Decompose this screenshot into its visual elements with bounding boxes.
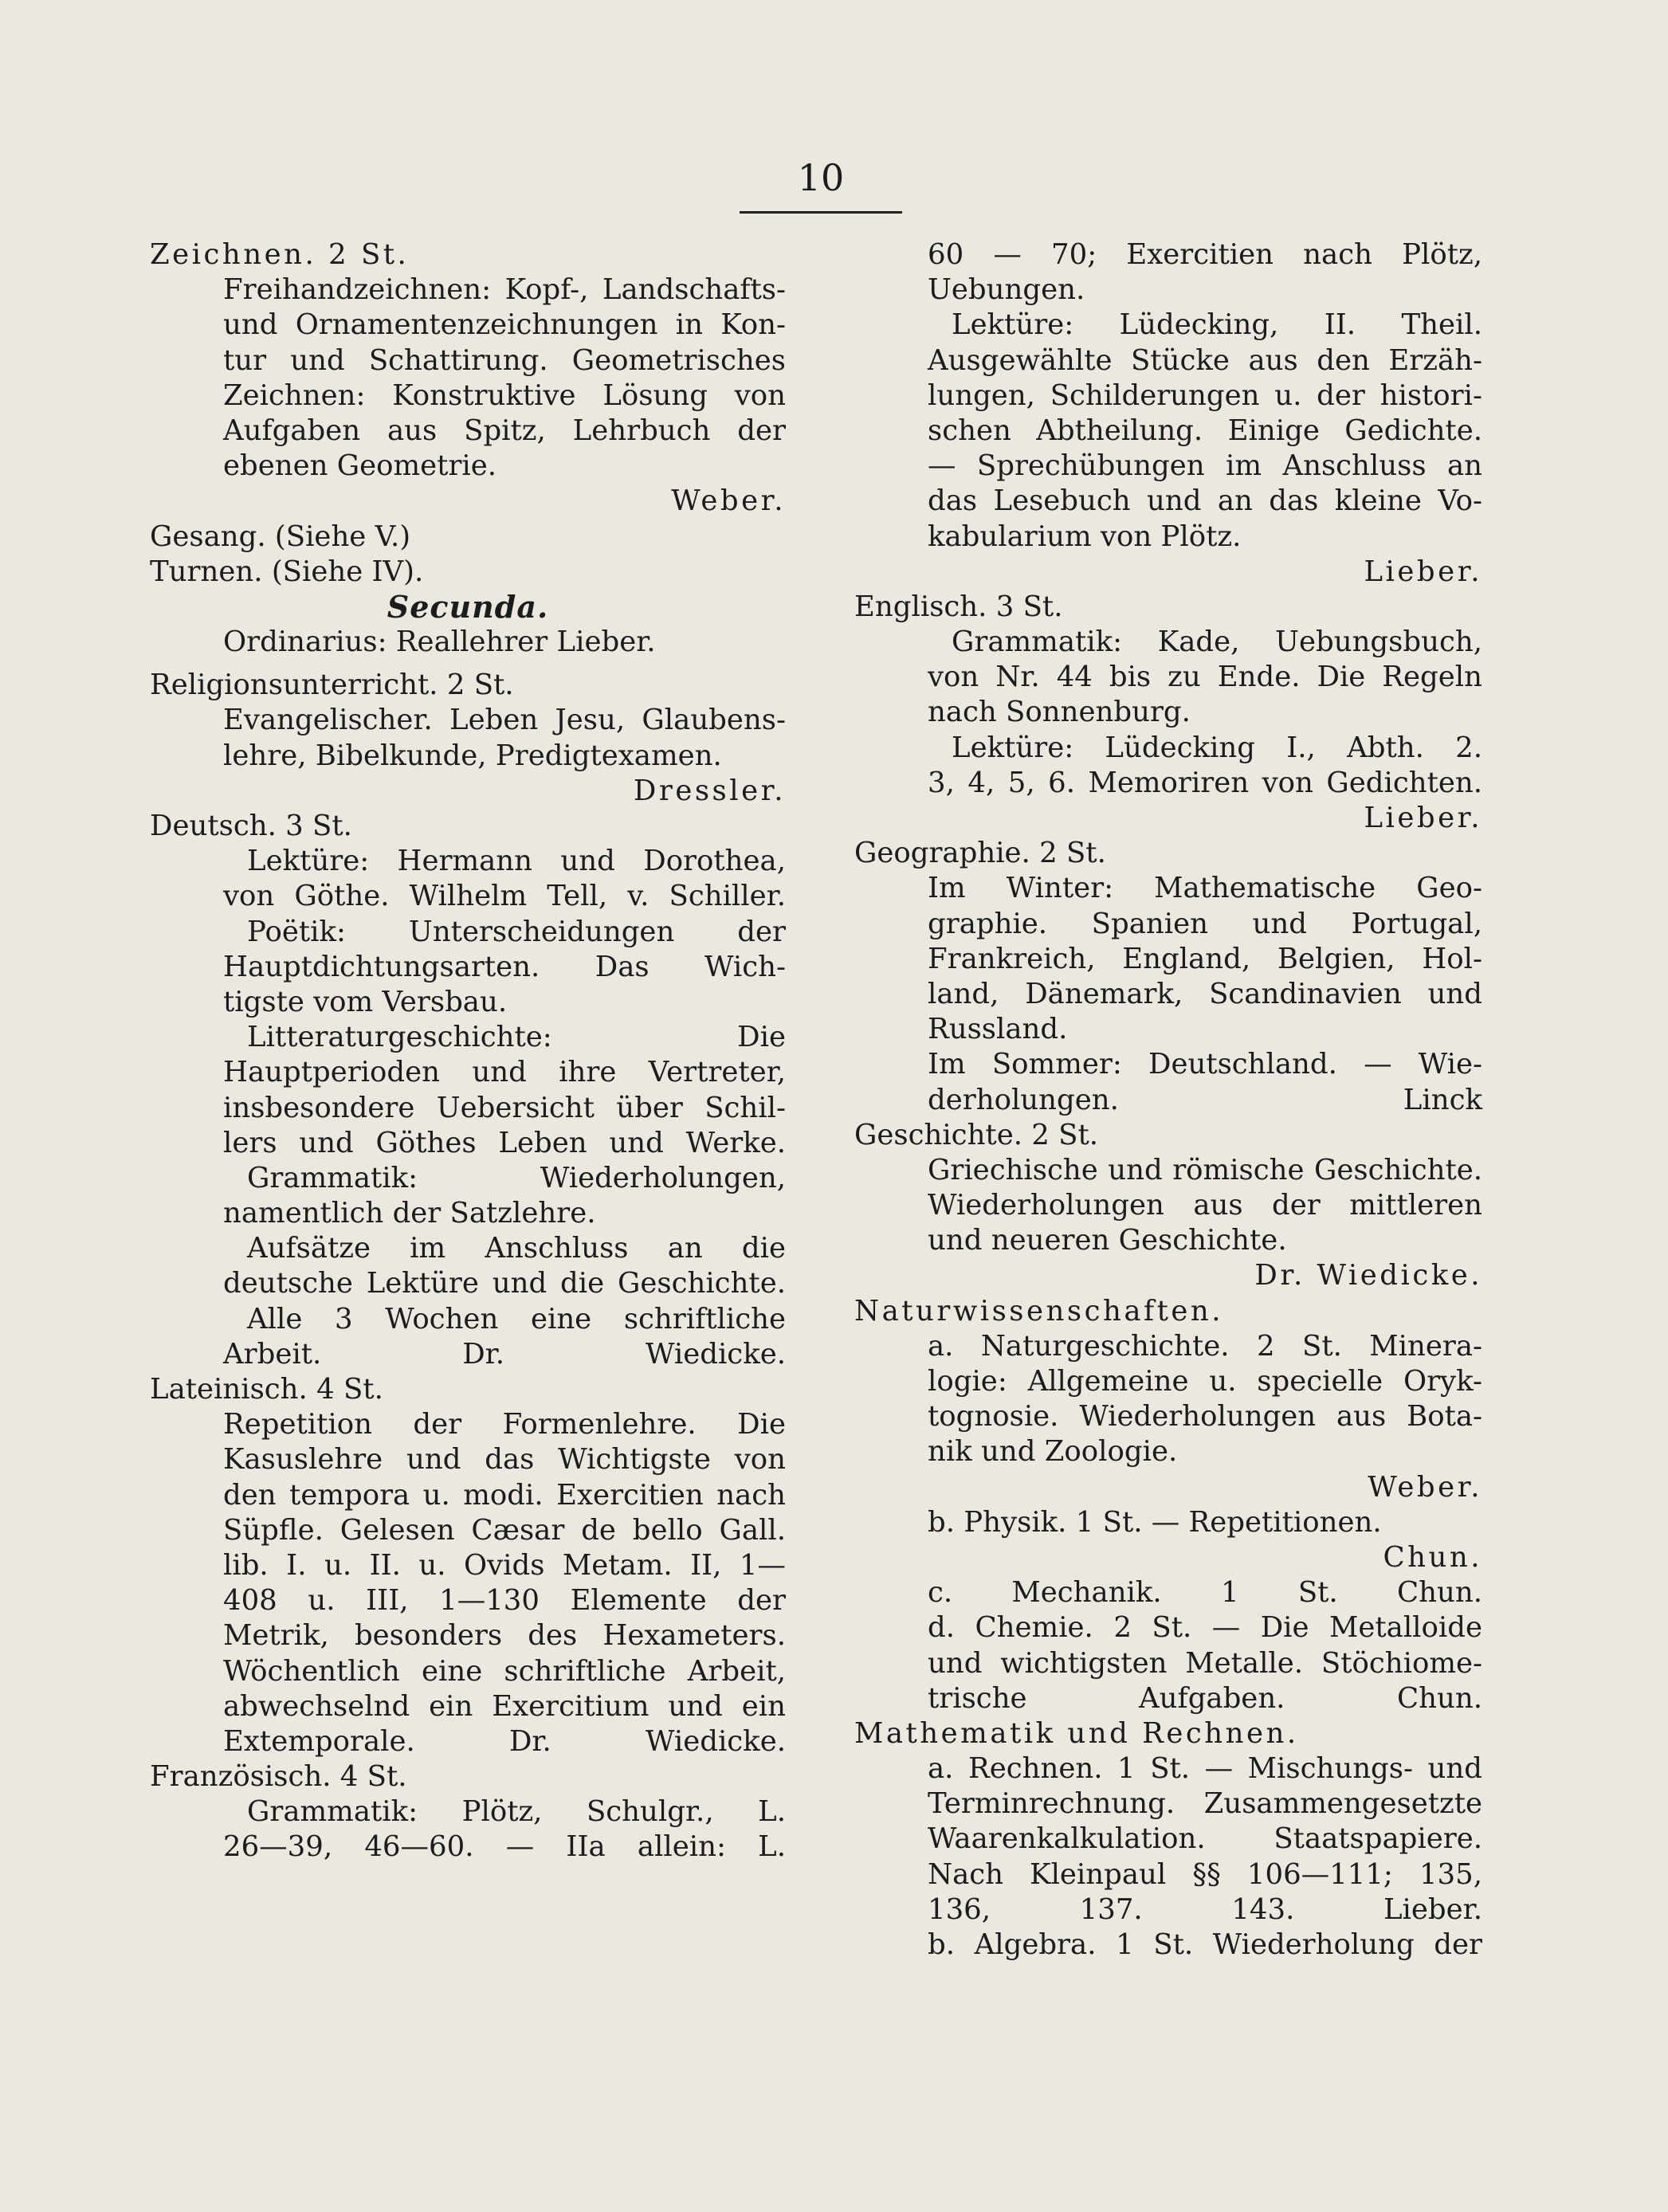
text-line: a. Rechnen. 1 St. — Mischungs- und xyxy=(928,1752,1482,1786)
text-line: tur und Schattirung. Geometrisches xyxy=(223,343,786,377)
text-line: Hauptperioden und ihre Vertreter, xyxy=(223,1056,786,1089)
page-number-rule xyxy=(740,211,902,214)
text-line: b. Algebra. 1 St. Wiederholung der xyxy=(928,1928,1482,1961)
text-line: Frankreich, England, Belgien, Hol- xyxy=(928,942,1482,975)
text-line: Chun. xyxy=(1383,1540,1482,1574)
text-line: Freihandzeichnen: Kopf-, Landschafts- xyxy=(223,273,786,307)
text-line: Poëtik: Unterscheidungen der xyxy=(247,915,786,948)
text-line: 26—39, 46—60. — IIa allein: L. xyxy=(223,1830,786,1864)
text-line: 136, 137. 143. Lieber. xyxy=(928,1892,1482,1926)
text-line: Ausgewählte Stücke aus den Erzäh- xyxy=(928,343,1482,377)
text-line: logie: Allgemeine u. specielle Oryk- xyxy=(928,1365,1482,1398)
text-line: ebenen Geometrie. xyxy=(223,449,497,483)
text-line: lib. I. u. II. u. Ovids Metam. II, 1— xyxy=(223,1548,786,1582)
text-line: den tempora u. modi. Exercitien nach xyxy=(223,1478,786,1512)
text-line: 3, 4, 5, 6. Memoriren von Gedichten. xyxy=(928,766,1482,799)
text-line: und wichtigsten Metalle. Stöchiome- xyxy=(928,1646,1482,1680)
text-line: Wöchentlich eine schriftliche Arbeit, xyxy=(223,1654,786,1688)
text-line: 60 — 70; Exercitien nach Plötz, xyxy=(928,238,1482,271)
text-line: b. Physik. 1 St. — Repetitionen. xyxy=(928,1505,1382,1539)
text-line: Dressler. xyxy=(633,774,786,807)
text-line: Griechische und römische Geschichte. xyxy=(928,1153,1482,1186)
text-line: Französisch. 4 St. xyxy=(150,1760,407,1794)
text-line: Nach Kleinpaul §§ 106—111; 135, xyxy=(928,1857,1482,1891)
text-line: 408 u. III, 1—130 Elemente der xyxy=(223,1584,786,1618)
text-line: Deutsch. 3 St. xyxy=(150,810,352,842)
text-line: Geographie. 2 St. xyxy=(854,837,1106,870)
text-line: Terminrechnung. Zusammengesetzte xyxy=(928,1787,1482,1821)
text-line: nik und Zoologie. xyxy=(928,1435,1178,1469)
text-line: c. Mechanik. 1 St. Chun. xyxy=(928,1576,1482,1610)
left-column xyxy=(150,237,786,1865)
text-line: Weber. xyxy=(671,484,786,518)
text-line: Russland. xyxy=(928,1013,1068,1046)
text-line: — Sprechübungen im Anschluss an xyxy=(928,449,1482,483)
text-line: und neueren Geschichte. xyxy=(928,1224,1287,1257)
text-line: Naturwissenschaften. xyxy=(854,1294,1224,1328)
text-line: Gesang. (Siehe V.) xyxy=(150,520,411,553)
text-line: tognosie. Wiederholungen aus Bota- xyxy=(928,1400,1482,1433)
text-line: Weber. xyxy=(1368,1470,1482,1504)
text-line: Kasuslehre und das Wichtigste von xyxy=(223,1443,786,1477)
text-line: tigste vom Versbau. xyxy=(223,985,508,1018)
text-line: Grammatik: Wiederholungen, xyxy=(247,1161,786,1194)
text-line: Turnen. (Siehe IV). xyxy=(150,555,424,588)
text-line: trische Aufgaben. Chun. xyxy=(928,1681,1482,1715)
text-line: graphie. Spanien und Portugal, xyxy=(928,907,1482,940)
text-line: Hauptdichtungsarten. Das Wich- xyxy=(223,950,786,983)
text-line: Englisch. 3 St. xyxy=(854,590,1063,623)
text-line: insbesondere Uebersicht über Schil- xyxy=(223,1091,786,1124)
text-line: Lektüre: Lüdecking, II. Theil. xyxy=(952,308,1482,342)
text-line: Dr. Wiedicke. xyxy=(1254,1259,1482,1292)
text-line: Lektüre: Hermann und Dorothea, xyxy=(247,845,786,878)
text-line: Mathematik und Rechnen. xyxy=(854,1716,1299,1750)
text-line: Ordinarius: Reallehrer Lieber. xyxy=(223,626,656,659)
text-line: Waarenkalkulation. Staatspapiere. xyxy=(928,1822,1482,1856)
text-line: derholungen. Linck xyxy=(928,1083,1482,1116)
text-line: Extemporale. Dr. Wiedicke. xyxy=(223,1724,786,1758)
text-line: Im Sommer: Deutschland. — Wie- xyxy=(928,1048,1482,1081)
text-line: Alle 3 Wochen eine schriftliche xyxy=(247,1302,786,1335)
text-line: Grammatik: Plötz, Schulgr., L. xyxy=(247,1795,786,1829)
text-line: Metrik, besonders des Hexameters. xyxy=(223,1619,786,1653)
text-line: lungen, Schilderungen u. der histori- xyxy=(928,378,1482,412)
text-line: d. Chemie. 2 St. — Die Metalloide xyxy=(928,1611,1482,1645)
text-line: Religionsunterricht. 2 St. xyxy=(150,669,514,702)
text-line: Süpfle. Gelesen Cæsar de bello Gall. xyxy=(223,1513,786,1547)
text-line: Im Winter: Mathematische Geo- xyxy=(928,872,1482,905)
text-line: a. Naturgeschichte. 2 St. Minera- xyxy=(928,1329,1482,1363)
right-column xyxy=(854,237,1482,1963)
text-line: von Nr. 44 bis zu Ende. Die Regeln xyxy=(928,661,1482,694)
page-number: 10 xyxy=(797,156,845,199)
text-line: Aufsätze im Anschluss an die xyxy=(247,1232,786,1265)
text-line: Grammatik: Kade, Uebungsbuch, xyxy=(952,626,1482,659)
text-line: Aufgaben aus Spitz, Lehrbuch der xyxy=(223,414,786,447)
text-line: Geschichte. 2 St. xyxy=(854,1118,1099,1151)
text-line: Litteraturgeschichte: Die xyxy=(247,1021,786,1054)
text-line: kabularium von Plötz. xyxy=(928,520,1242,553)
text-line: Lateinisch. 4 St. xyxy=(150,1373,383,1406)
text-line: das Lesebuch und an das kleine Vo- xyxy=(928,484,1482,518)
text-line: land, Dänemark, Scandinavien und xyxy=(928,977,1482,1010)
text-line xyxy=(150,660,786,668)
text-line: lers und Göthes Leben und Werke. xyxy=(223,1126,786,1159)
text-line: schen Abtheilung. Einige Gedichte. xyxy=(928,414,1482,447)
text-line: lehre, Bibelkunde, Predigtexamen. xyxy=(223,739,722,772)
text-line: Zeichnen: Konstruktive Lösung von xyxy=(223,378,786,412)
text-line: abwechselnd ein Exercitium und ein xyxy=(223,1689,786,1723)
text-line: von Göthe. Wilhelm Tell, v. Schiller. xyxy=(223,880,786,913)
text-line: nach Sonnenburg. xyxy=(928,696,1191,729)
text-line: Lieber. xyxy=(1364,802,1482,834)
text-line: namentlich der Satzlehre. xyxy=(223,1197,596,1230)
text-line: Evangelischer. Leben Jesu, Glaubens- xyxy=(223,704,786,737)
text-line: Repetition der Formenlehre. Die xyxy=(223,1408,786,1441)
text-line: Secunda. xyxy=(387,588,549,625)
text-line: Lektüre: Lüdecking I., Abth. 2. xyxy=(952,731,1482,764)
text-line: Lieber. xyxy=(1364,555,1482,588)
text-line: Wiederholungen aus der mittleren xyxy=(928,1189,1482,1222)
text-line: deutsche Lektüre und die Geschichte. xyxy=(223,1267,786,1300)
text-line: Uebungen. xyxy=(928,273,1085,307)
text-line: und Ornamentenzeichnungen in Kon- xyxy=(223,308,786,342)
text-line: Arbeit. Dr. Wiedicke. xyxy=(223,1337,786,1371)
text-line: Zeichnen. 2 St. xyxy=(150,238,410,271)
